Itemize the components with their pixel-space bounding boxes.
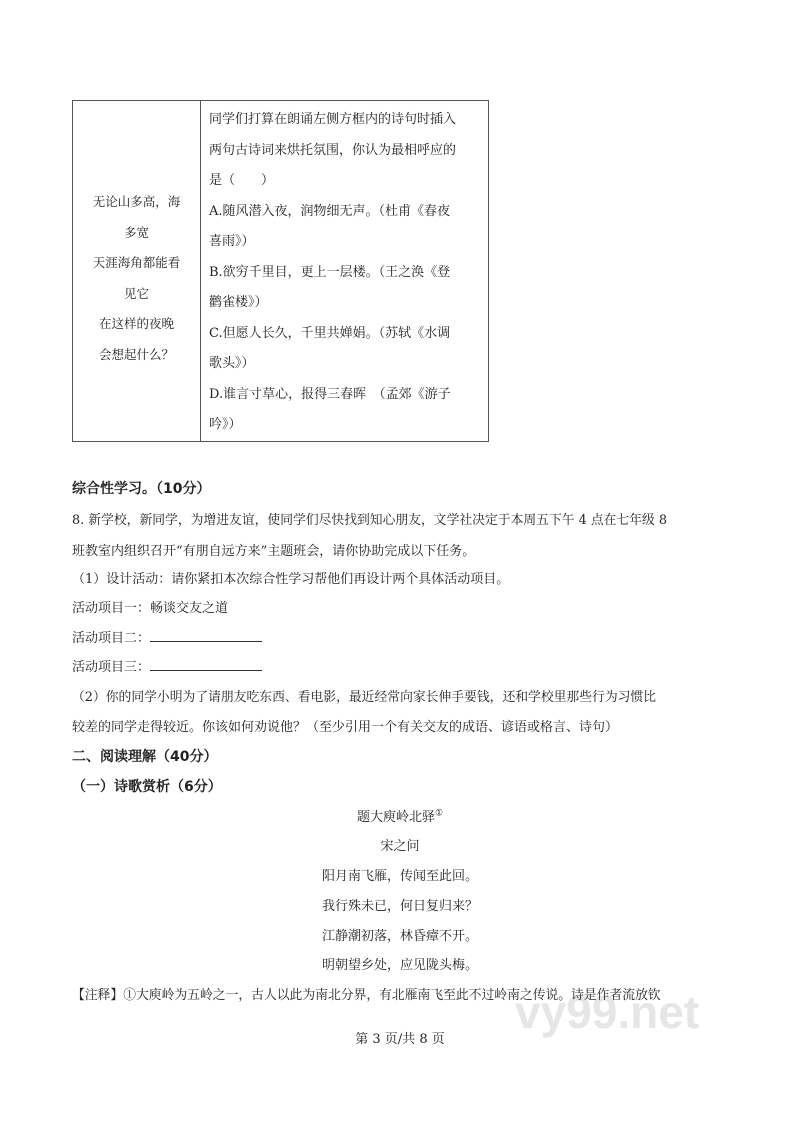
- question-line: 是（ ）: [209, 173, 275, 188]
- poem-line: 阳月南飞雁，传闻至此回。: [321, 869, 478, 884]
- excerpt-line: 会想起什么？: [98, 346, 174, 362]
- table-divider: [200, 101, 201, 441]
- annotation-note: 【注释】①大庾岭为五岭之一，古人以此为南北分界，有北雁南飞至此不过岭南之传说。诗是作者流放钦: [72, 988, 661, 1003]
- question-line: 两句古诗词来烘托氛围，你认为最相呼应的: [209, 142, 457, 158]
- footnote-mark: ①: [434, 808, 444, 819]
- section-heading: 二、阅读理解（40分）: [72, 749, 218, 765]
- option-b-cont: 鹳雀楼》）: [209, 295, 268, 310]
- poem-line: 明朝望乡处，应见陇头梅。: [321, 958, 478, 973]
- part2-text: （2）你的同学小明为了请朋友吃东西、看电影，最近经常向家长伸手要钱，还和学校里那些行为习惯比: [72, 690, 657, 705]
- activity-3: [72, 656, 262, 675]
- poem-line: 我行殊未已，何日复归来？: [321, 899, 478, 914]
- poem-line: 江静潮初落，林昏瘴不开。: [321, 929, 478, 944]
- section-heading: 综合性学习。（10分）: [72, 481, 211, 497]
- excerpt-line: 无论山多高，海: [92, 194, 181, 209]
- activity-1: 活动项目一：畅谈交友之道: [72, 601, 229, 616]
- q8-text: 8. 新学校，新同学，为增进友谊，使同学们尽快找到知心朋友，文学社决定于本周五下午 4 点在七年级 8: [72, 513, 668, 528]
- part1-text: （1）设计活动：请你紧扣本次综合性学习帮他们再设计两个具体活动项目。: [72, 572, 510, 587]
- question-line: 同学们打算在朗诵左侧方框内的诗句时插入: [209, 112, 457, 127]
- activity-3-label: 活动项目三：: [72, 660, 151, 675]
- excerpt-line: 在这样的夜晚: [98, 316, 174, 331]
- excerpt-line: 见它: [123, 285, 149, 301]
- part2-text: 较差的同学走得较近。你该如何劝说他？（至少引用一个有关交友的成语、谚语或格言、诗句）: [72, 720, 619, 735]
- option-d: D.谁言寸草心，报得三春晖 （孟郊《游子: [209, 386, 451, 402]
- question-cell: [209, 105, 456, 441]
- excerpt-line: 天涯海角都能看: [92, 255, 181, 270]
- activity-2-label: 活动项目二：: [72, 631, 151, 646]
- option-c: C.但愿人长久，千里共婵娟。（苏轼《水调: [209, 325, 451, 341]
- answer-blank: [150, 658, 262, 671]
- watermark: vy99.net: [515, 986, 700, 1038]
- subsection-heading: （一）诗歌赏析（6分）: [72, 779, 222, 795]
- poem-excerpt-cell: [73, 187, 200, 370]
- page-footer: 第 3 页/共 8 页: [355, 1032, 445, 1047]
- excerpt-line: 多宽: [123, 224, 149, 240]
- answer-blank: [150, 629, 262, 642]
- option-b: B.欲穷千里目，更上一层楼。（王之涣《登: [209, 264, 451, 280]
- option-a: A.随风潜入夜，润物细无声。（杜甫《春夜: [209, 203, 451, 219]
- option-d-cont: 吟》）: [209, 417, 242, 432]
- q8-text: 班教室内组织召开“有朋自远方来”主题班会，请你协助完成以下任务。: [72, 544, 476, 559]
- option-a-cont: 喜雨》）: [209, 234, 255, 249]
- question-table: [72, 100, 489, 442]
- poem-author: 宋之问: [380, 839, 420, 854]
- option-c-cont: 歌头》）: [209, 356, 255, 371]
- activity-2: [72, 627, 262, 646]
- poem-title: [0, 806, 800, 825]
- poem-title-text: 题大庾岭北驿: [356, 810, 435, 825]
